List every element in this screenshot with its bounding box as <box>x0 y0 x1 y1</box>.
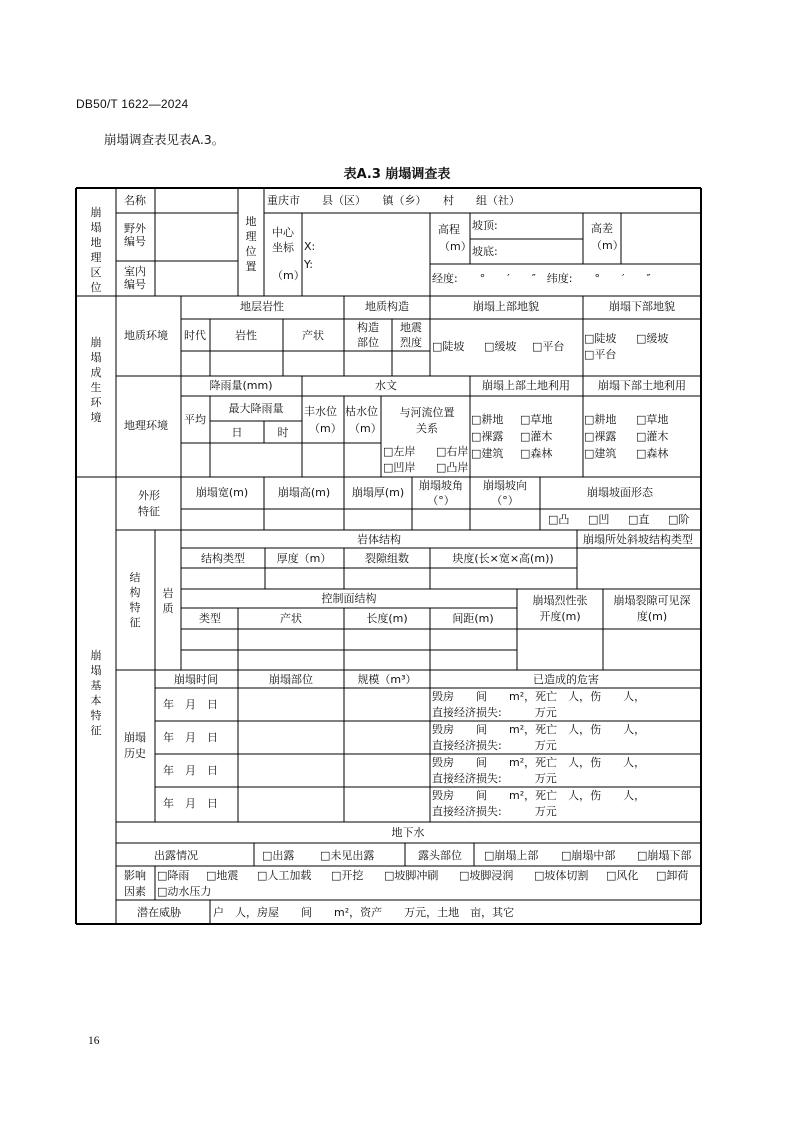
label-slope-form: 崩塌坡面形态 <box>587 486 653 499</box>
standard-code: DB50/T 1622—2024 <box>76 97 189 111</box>
upper-opt-gentle[interactable]: □缓坡 <box>484 340 517 353</box>
label-elevation: 高程 <box>438 223 460 236</box>
hist-date-1: 年 月 日 <box>163 698 218 711</box>
hist-damage-4b: 直接经济损失: 万元 <box>432 805 557 818</box>
hist-date-3: 年 月 日 <box>163 764 218 777</box>
label-hist-damage: 已造成的危害 <box>533 673 599 686</box>
label-x: X: <box>304 240 316 253</box>
label-center-coord: 中心坐标 <box>272 226 294 254</box>
label-shape: 外形特征 <box>138 489 160 518</box>
label-height-diff: 高差 <box>591 222 613 235</box>
label-thick-m: 厚度（m） <box>276 552 332 565</box>
hist-date-2: 年 月 日 <box>163 731 218 744</box>
factor-excavate[interactable]: □开挖 <box>331 869 364 882</box>
label-thickness: 崩塌厚(m) <box>351 486 405 499</box>
slope-angle-unit: （°） <box>427 494 455 507</box>
river-opt-convex[interactable]: □凸岸 <box>436 461 469 474</box>
factor-weather[interactable]: □风化 <box>606 869 639 882</box>
label-avg: 平均 <box>184 413 206 426</box>
label-max-rain: 最大降雨量 <box>228 402 284 415</box>
lower-land-grass[interactable]: □草地 <box>636 413 669 426</box>
label-width: 崩塌宽(m) <box>195 486 249 499</box>
factor-load[interactable]: □人工加载 <box>257 869 312 882</box>
lower-opt-steep[interactable]: □陡坡 <box>584 332 617 345</box>
hist-date-4: 年 月 日 <box>163 797 218 810</box>
label-day: 日 <box>231 426 243 439</box>
lower-land-forest[interactable]: □森林 <box>636 447 669 460</box>
spring-opt-upper[interactable]: □崩塌上部 <box>484 849 539 862</box>
label-upper-terrain: 崩塌上部地貌 <box>473 300 539 313</box>
label-upper-land: 崩塌上部土地利用 <box>482 379 570 392</box>
label-type: 类型 <box>199 612 221 625</box>
hist-damage-2a: 毁房 间 m²，死亡 人，伤 人， <box>432 723 646 736</box>
label-slope-struct-type: 崩塌所处斜坡结构类型 <box>583 533 693 546</box>
label-struct-part: 构造部位 <box>357 321 379 349</box>
upper-land-farm[interactable]: □耕地 <box>471 413 504 426</box>
upper-land-shrub[interactable]: □灌木 <box>520 430 553 443</box>
label-length: 长度(m) <box>366 612 408 625</box>
factor-scour[interactable]: □坡脚冲刷 <box>384 869 439 882</box>
low-water-unit: （m） <box>349 422 382 435</box>
river-opt-right[interactable]: □右岸 <box>436 445 469 458</box>
label-control-plane: 控制面结构 <box>321 592 377 605</box>
factor-hydro-pressure[interactable]: □动水压力 <box>157 885 212 898</box>
opt-not-exposed[interactable]: □未见出露 <box>320 849 375 862</box>
slope-form-convex[interactable]: □凸 <box>548 513 570 526</box>
label-structure-feature: 结构特征 <box>129 571 141 629</box>
lower-opt-platform[interactable]: □平台 <box>584 348 617 361</box>
label-river-rel: 与河流位置关系 <box>399 406 455 435</box>
label-struct-type: 结构类型 <box>201 552 245 565</box>
label-hour: 时 <box>277 426 289 439</box>
label-hist-scale: 规模（m³） <box>357 673 417 686</box>
slope-dir-unit: （°） <box>491 494 519 507</box>
label-hydro: 水文 <box>375 379 397 392</box>
label-rock-struct: 岩体结构 <box>357 533 401 546</box>
label-field-no: 野外编号 <box>124 222 146 248</box>
section-location: 崩塌地理区位 <box>90 206 102 294</box>
upper-land-bare[interactable]: □裸露 <box>471 430 504 443</box>
upper-land-building[interactable]: □建筑 <box>471 447 504 460</box>
label-slope-dir: 崩塌坡向 <box>483 479 527 492</box>
hist-damage-3a: 毁房 间 m²，死亡 人，伤 人， <box>432 756 646 769</box>
slope-form-concave[interactable]: □凹 <box>588 513 610 526</box>
factor-soak[interactable]: □坡脚浸润 <box>459 869 514 882</box>
river-opt-left[interactable]: □左岸 <box>383 445 416 458</box>
table-caption: 表A.3 崩塌调查表 <box>343 167 451 182</box>
section-formation: 崩塌成生环境 <box>90 336 102 424</box>
label-attitude: 产状 <box>302 329 324 342</box>
label-attitude-2: 产状 <box>280 612 302 625</box>
label-lithology: 岩性 <box>235 329 257 342</box>
label-indoor-no: 室内编号 <box>124 265 146 291</box>
label-slope-top: 坡顶: <box>472 219 498 232</box>
label-crack-open: 崩塌烈性张开度(m) <box>532 594 588 623</box>
section-basic: 崩塌基本特征 <box>90 649 102 737</box>
spring-opt-middle[interactable]: □崩塌中部 <box>561 849 616 862</box>
label-structure: 地质构造 <box>365 300 409 313</box>
label-factors: 影响因素 <box>124 869 146 898</box>
lower-land-shrub[interactable]: □灌木 <box>636 430 669 443</box>
coord-unit: （m） <box>272 269 305 282</box>
label-crack-depth: 崩塌裂隙可见深度(m) <box>613 594 691 623</box>
label-height: 崩塌高(m) <box>277 486 331 499</box>
label-rock: 岩质 <box>162 587 174 615</box>
label-history: 崩塌历史 <box>124 731 146 760</box>
height-diff-unit: （m） <box>591 239 624 252</box>
label-spacing: 间距(m) <box>452 612 494 625</box>
lower-land-bare[interactable]: □裸露 <box>584 430 617 443</box>
upper-opt-platform[interactable]: □平台 <box>532 340 565 353</box>
label-slope-bottom: 坡底: <box>472 245 498 258</box>
label-quake: 地震烈度 <box>400 321 422 349</box>
intro-text: 崩塌调查表见表A.3。 <box>104 132 225 147</box>
river-opt-concave[interactable]: □凹岸 <box>383 461 416 474</box>
label-hist-time: 崩塌时间 <box>174 673 218 686</box>
label-geo-position: 地理位置 <box>245 215 257 273</box>
address-line: 重庆市 县（区） 镇（乡） 村 组（社） <box>267 194 520 207</box>
slope-form-straight[interactable]: □直 <box>628 513 650 526</box>
elevation-unit: （m） <box>439 240 472 253</box>
label-exposure: 出露情况 <box>154 849 198 862</box>
label-spring-pos: 露头部位 <box>418 849 462 862</box>
hist-damage-1a: 毁房 间 m²，死亡 人，伤 人， <box>432 690 646 703</box>
hist-damage-4a: 毁房 间 m²，死亡 人，伤 人， <box>432 789 646 802</box>
lower-land-building[interactable]: □建筑 <box>584 447 617 460</box>
label-block-size: 块度(长×宽×高(m)) <box>452 552 554 565</box>
factor-unload[interactable]: □卸荷 <box>656 869 689 882</box>
label-threat: 潜在威胁 <box>137 906 181 919</box>
label-groundwater: 地下水 <box>391 826 425 839</box>
page-number: 16 <box>88 1035 100 1047</box>
label-geology-env: 地质环境 <box>124 329 168 342</box>
label-high-water: 丰水位 <box>304 405 337 418</box>
upper-land-forest[interactable]: □森林 <box>520 447 553 460</box>
spring-opt-lower[interactable]: □崩塌下部 <box>637 849 692 862</box>
hist-damage-1b: 直接经济损失: 万元 <box>432 706 557 719</box>
label-slope-angle: 崩塌坡角 <box>419 479 463 492</box>
hist-damage-3b: 直接经济损失: 万元 <box>432 772 557 785</box>
factor-cut[interactable]: □坡体切割 <box>534 869 589 882</box>
label-strata: 地层岩性 <box>240 300 284 313</box>
label-era: 时代 <box>184 329 206 342</box>
slope-form-step[interactable]: □阶 <box>668 513 690 526</box>
label-hist-part: 崩塌部位 <box>269 673 313 686</box>
label-y: Y: <box>304 258 313 271</box>
label-lower-terrain: 崩塌下部地貌 <box>609 300 675 313</box>
label-rain: 降雨量(mm) <box>209 379 273 392</box>
label-geography-env: 地理环境 <box>124 419 168 432</box>
opt-exposed[interactable]: □出露 <box>262 849 295 862</box>
threat-text: 户 人，房屋 间 m²，资产 万元，土地 亩，其它 <box>213 906 515 919</box>
hist-damage-2b: 直接经济损失: 万元 <box>432 739 557 752</box>
label-low-water: 枯水位 <box>345 405 378 418</box>
factor-quake[interactable]: □地震 <box>206 869 239 882</box>
label-name: 名称 <box>124 194 146 207</box>
upper-land-grass[interactable]: □草地 <box>520 413 553 426</box>
label-fracture-groups: 裂隙组数 <box>365 552 409 565</box>
lon-lat: 经度: ° ′ ″ 纬度: ° ′ ″ <box>432 272 651 285</box>
high-water-unit: （m） <box>309 422 342 435</box>
lower-land-farm[interactable]: □耕地 <box>584 413 617 426</box>
factor-rain[interactable]: □降雨 <box>157 869 190 882</box>
lower-opt-gentle[interactable]: □缓坡 <box>636 332 669 345</box>
label-lower-land: 崩塌下部土地利用 <box>598 379 686 392</box>
upper-opt-steep[interactable]: □陡坡 <box>432 340 465 353</box>
